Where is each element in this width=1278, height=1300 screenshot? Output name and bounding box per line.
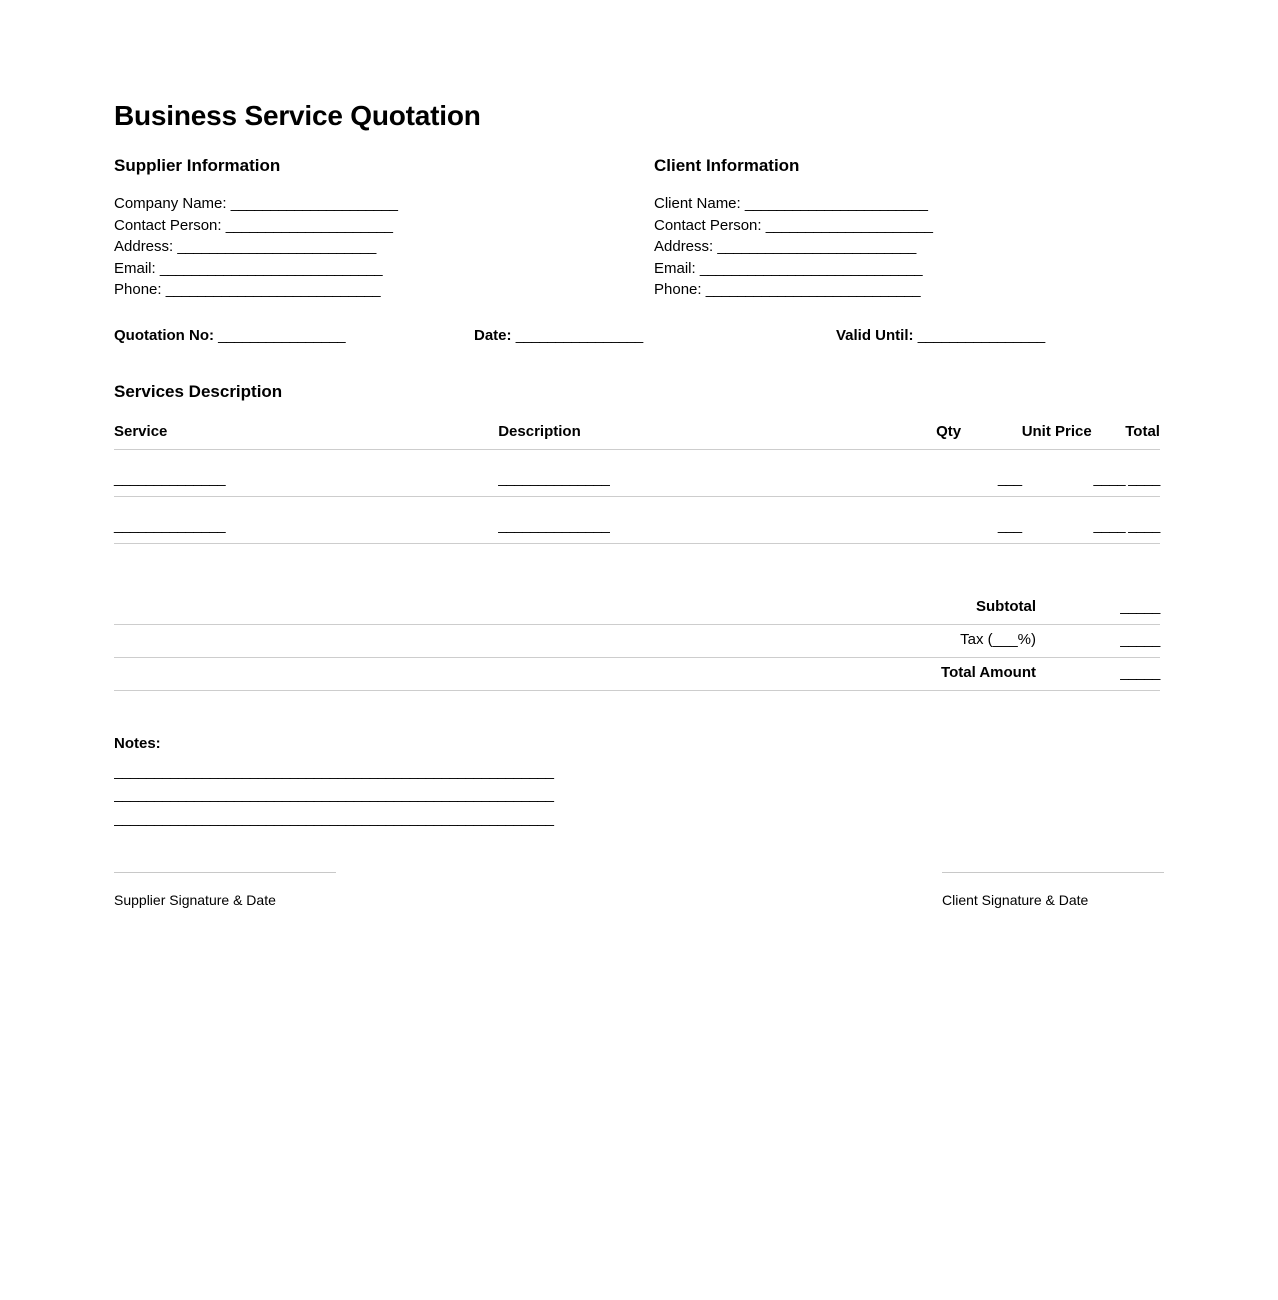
supplier-address-field[interactable] [114, 236, 654, 258]
quotation-no-blank: ________________ [218, 326, 346, 344]
cell-total[interactable]: ____ [1125, 449, 1160, 496]
supplier-phone-blank: ___________________________ [165, 281, 381, 298]
tax-value[interactable]: _____ [1036, 624, 1160, 657]
client-heading: Client Information [654, 156, 800, 175]
client-signature-caption: Client Signature & Date [942, 892, 1089, 908]
notes-heading: Notes: [114, 734, 161, 752]
totals-spacer [114, 657, 804, 690]
subtotal-value[interactable]: _____ [1036, 592, 1160, 625]
supplier-email-label: Email: [114, 259, 156, 277]
supplier-phone-field[interactable] [114, 279, 654, 301]
client-contact-person-field[interactable] [654, 215, 1160, 237]
quotation-no-label: Quotation No: [114, 326, 214, 344]
services-table-head [114, 423, 1160, 450]
client-signature-block[interactable] [942, 872, 1164, 909]
supplier-information-block [114, 155, 654, 301]
supplier-phone-label: Phone: [114, 281, 162, 298]
cell-service[interactable]: ______________ [114, 496, 498, 543]
column-header-description: Description [498, 423, 936, 450]
column-header-unit-price: Unit Price [1022, 423, 1126, 450]
client-email-field[interactable] [654, 258, 1160, 280]
services-header-row [114, 423, 1160, 450]
client-name-label: Client Name: [654, 195, 741, 212]
tax-row [114, 624, 1160, 657]
tax-label[interactable]: Tax (___%) [804, 624, 1036, 657]
client-information-block [654, 155, 1160, 301]
cell-total[interactable]: ____ [1125, 496, 1160, 543]
cell-qty[interactable]: ___ [936, 449, 1022, 496]
supplier-signature-caption: Supplier Signature & Date [114, 892, 276, 908]
valid-until-blank: ________________ [917, 326, 1045, 344]
cell-service[interactable]: ______________ [114, 449, 498, 496]
total-amount-row [114, 657, 1160, 690]
cell-unit-price[interactable]: ____ [1022, 449, 1126, 496]
client-contact-person-blank: _____________________ [765, 216, 933, 234]
client-contact-person-label: Contact Person: [654, 216, 762, 234]
supplier-contact-person-label: Contact Person: [114, 216, 222, 234]
column-header-service: Service [114, 423, 498, 450]
services-table [114, 423, 1160, 544]
supplier-company-name-label: Company Name: [114, 195, 227, 212]
signature-row [114, 872, 1160, 932]
notes-lines [114, 760, 1160, 831]
client-address-blank: _________________________ [717, 238, 916, 255]
cell-qty[interactable]: ___ [936, 496, 1022, 543]
cell-description[interactable]: ______________ [498, 449, 936, 496]
page-title: Business Service Quotation [114, 100, 481, 131]
supplier-contact-person-field[interactable] [114, 215, 654, 237]
totals-spacer [114, 592, 804, 625]
supplier-company-name-field[interactable] [114, 193, 654, 215]
supplier-email-blank: ____________________________ [159, 259, 383, 277]
client-email-blank: ____________________________ [699, 259, 923, 277]
quotation-date-field[interactable] [474, 327, 643, 344]
supplier-heading: Supplier Information [114, 156, 281, 175]
cell-unit-price[interactable]: ____ [1022, 496, 1126, 543]
subtotal-row [114, 592, 1160, 625]
notes-line[interactable]: _______________________________________________________ [114, 809, 554, 827]
quotation-date-label: Date: [474, 326, 512, 344]
supplier-signature-block[interactable] [114, 872, 336, 909]
quotation-no-field[interactable] [114, 327, 345, 344]
valid-until-field[interactable] [836, 327, 1045, 344]
table-row[interactable] [114, 496, 1160, 543]
quotation-document [114, 0, 1160, 932]
notes-line[interactable]: _______________________________________________________ [114, 786, 554, 803]
table-row[interactable] [114, 449, 1160, 496]
totals-spacer [114, 624, 804, 657]
column-header-qty: Qty [936, 423, 1022, 450]
client-address-field[interactable] [654, 236, 1160, 258]
client-name-field[interactable] [654, 193, 1160, 215]
total-amount-label: Total Amount [804, 657, 1036, 690]
totals-table [114, 592, 1160, 691]
client-email-label: Email: [654, 259, 696, 277]
supplier-address-label: Address: [114, 238, 174, 255]
quotation-meta-row [114, 327, 1160, 349]
totals-table-body [114, 592, 1160, 691]
services-description-heading: Services Description [114, 381, 283, 401]
supplier-email-field[interactable] [114, 258, 654, 280]
subtotal-label: Subtotal [804, 592, 1036, 625]
supplier-company-name-blank: _____________________ [230, 195, 398, 212]
valid-until-label: Valid Until: [836, 326, 914, 344]
cell-description[interactable]: ______________ [498, 496, 936, 543]
supplier-contact-person-blank: _____________________ [225, 216, 393, 234]
client-address-label: Address: [654, 238, 714, 255]
client-phone-label: Phone: [654, 281, 702, 298]
client-name-blank: _______________________ [744, 195, 928, 212]
client-phone-field[interactable] [654, 279, 1160, 301]
services-table-body [114, 449, 1160, 543]
notes-line[interactable]: _______________________________________________________ [114, 762, 554, 780]
information-columns [114, 155, 1160, 301]
column-header-total: Total [1125, 423, 1160, 450]
total-amount-value[interactable]: _____ [1036, 657, 1160, 690]
quotation-date-blank: ________________ [515, 326, 643, 344]
supplier-address-blank: _________________________ [177, 238, 376, 255]
client-phone-blank: ___________________________ [705, 281, 921, 298]
